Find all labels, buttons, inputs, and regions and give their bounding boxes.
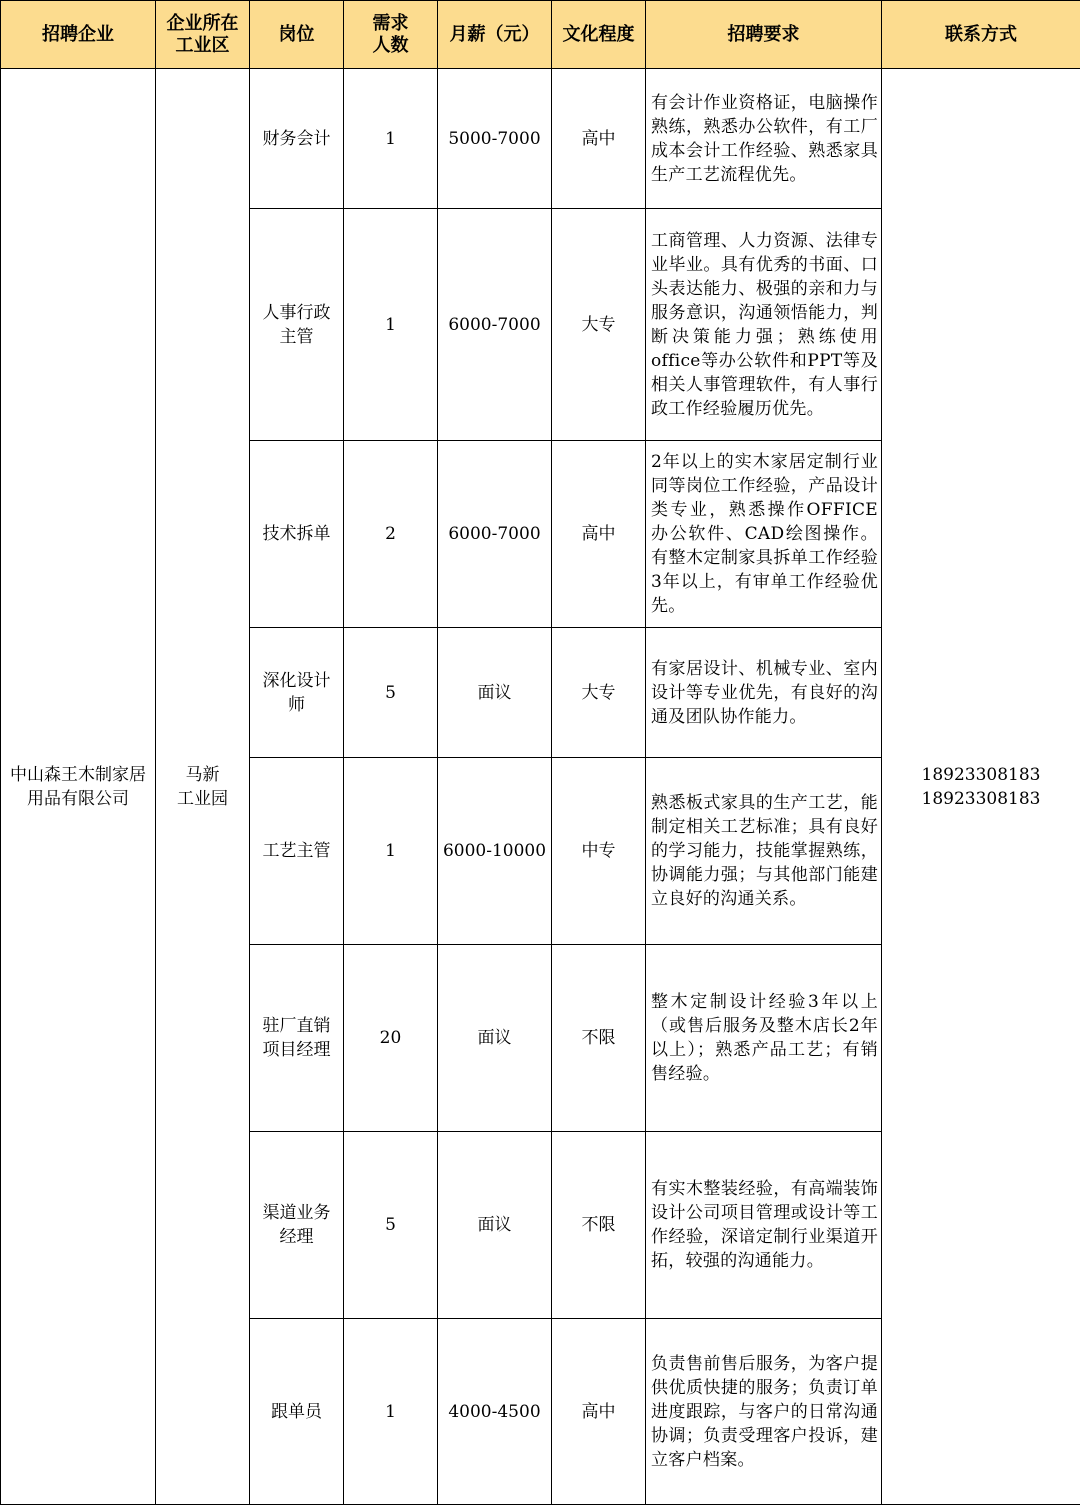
- salary-cell: 6000-7000: [438, 209, 552, 441]
- headcount-cell: 1: [344, 1319, 438, 1505]
- header-contact: 联系方式: [882, 1, 1080, 69]
- header-salary: 月薪（元）: [438, 1, 552, 69]
- position-cell: 深化设计师: [250, 628, 344, 758]
- header-count-line2: 人数: [372, 34, 409, 56]
- headcount-cell: 20: [344, 945, 438, 1132]
- salary-cell: 6000-7000: [438, 441, 552, 628]
- education-cell: 中专: [552, 758, 646, 945]
- requirements-cell: 2年以上的实木家居定制行业同等岗位工作经验，产品设计类专业，熟悉操作OFFICE办公软件、CAD绘图操作。有整木定制家具拆单工作经验3年以上，有审单工作经验优先。: [646, 441, 882, 628]
- header-row: [1, 1, 1080, 69]
- header-company: 招聘企业: [1, 1, 156, 69]
- header-industrial-park: [156, 1, 250, 69]
- requirements-cell: 工商管理、人力资源、法律专业毕业。具有优秀的书面、口头表达能力、极强的亲和力与服务意识，沟通领悟能力，判断决策能力强；熟练使用 office等办公软件和PPT等及相关人事管理软件，有人事行政工作经验履历优先。: [646, 209, 882, 441]
- salary-cell: 面议: [438, 945, 552, 1132]
- headcount-cell: 5: [344, 628, 438, 758]
- headcount-cell: 5: [344, 1132, 438, 1319]
- requirements-cell: 熟悉板式家具的生产工艺，能制定相关工艺标准；具有良好的学习能力，技能掌握熟练，协调能力强；与其他部门能建立良好的沟通关系。: [646, 758, 882, 945]
- position-cell: 人事行政主管: [250, 209, 344, 441]
- header-count-line1: 需求: [372, 12, 409, 34]
- education-cell: 大专: [552, 209, 646, 441]
- headcount-cell: 1: [344, 69, 438, 209]
- education-cell: 不限: [552, 945, 646, 1132]
- education-cell: 大专: [552, 628, 646, 758]
- salary-cell: 4000-4500: [438, 1319, 552, 1505]
- header-headcount: [344, 1, 438, 69]
- contact-phone-1[interactable]: 18923308183: [921, 764, 1041, 785]
- industrial-park: [156, 69, 250, 1505]
- requirements-cell: 整木定制设计经验3年以上（或售后服务及整木店长2年以上）；熟悉产品工艺；有销售经验。: [646, 945, 882, 1132]
- position-cell: 财务会计: [250, 69, 344, 209]
- header-position: 岗位: [250, 1, 344, 69]
- table-row: [1, 69, 1080, 209]
- park-line1: 马新: [185, 764, 220, 785]
- company-name: 中山森王木制家居用品有限公司: [1, 69, 156, 1505]
- header-education: 文化程度: [552, 1, 646, 69]
- requirements-cell: 有实木整装经验，有高端装饰设计公司项目管理或设计等工作经验，深谙定制行业渠道开拓，较强的沟通能力。: [646, 1132, 882, 1319]
- position-cell: 渠道业务经理: [250, 1132, 344, 1319]
- education-cell: 不限: [552, 1132, 646, 1319]
- education-cell: 高中: [552, 1319, 646, 1505]
- salary-cell: 面议: [438, 628, 552, 758]
- contact-phone-2[interactable]: 18923308183: [921, 788, 1041, 809]
- requirements-cell: 负责售前售后服务，为客户提供优质快捷的服务；负责订单进度跟踪，与客户的日常沟通协调；负责受理客户投诉，建立客户档案。: [646, 1319, 882, 1505]
- headcount-cell: 1: [344, 209, 438, 441]
- position-cell: 驻厂直销项目经理: [250, 945, 344, 1132]
- salary-cell: 面议: [438, 1132, 552, 1319]
- headcount-cell: 2: [344, 441, 438, 628]
- education-cell: 高中: [552, 441, 646, 628]
- header-park-line1: 企业所在: [166, 12, 239, 34]
- salary-cell: 6000-10000: [438, 758, 552, 945]
- salary-cell: 5000-7000: [438, 69, 552, 209]
- contact-cell: [882, 69, 1080, 1505]
- education-cell: 高中: [552, 69, 646, 209]
- header-requirements: 招聘要求: [646, 1, 882, 69]
- headcount-cell: 1: [344, 758, 438, 945]
- position-cell: 跟单员: [250, 1319, 344, 1505]
- requirements-cell: 有会计作业资格证，电脑操作熟练，熟悉办公软件，有工厂成本会计工作经验、熟悉家具生产工艺流程优先。: [646, 69, 882, 209]
- requirements-cell: 有家居设计、机械专业、室内设计等专业优先，有良好的沟通及团队协作能力。: [646, 628, 882, 758]
- header-park-line2: 工业区: [175, 34, 230, 56]
- park-line2: 工业园: [177, 788, 228, 809]
- position-cell: 工艺主管: [250, 758, 344, 945]
- position-cell: 技术拆单: [250, 441, 344, 628]
